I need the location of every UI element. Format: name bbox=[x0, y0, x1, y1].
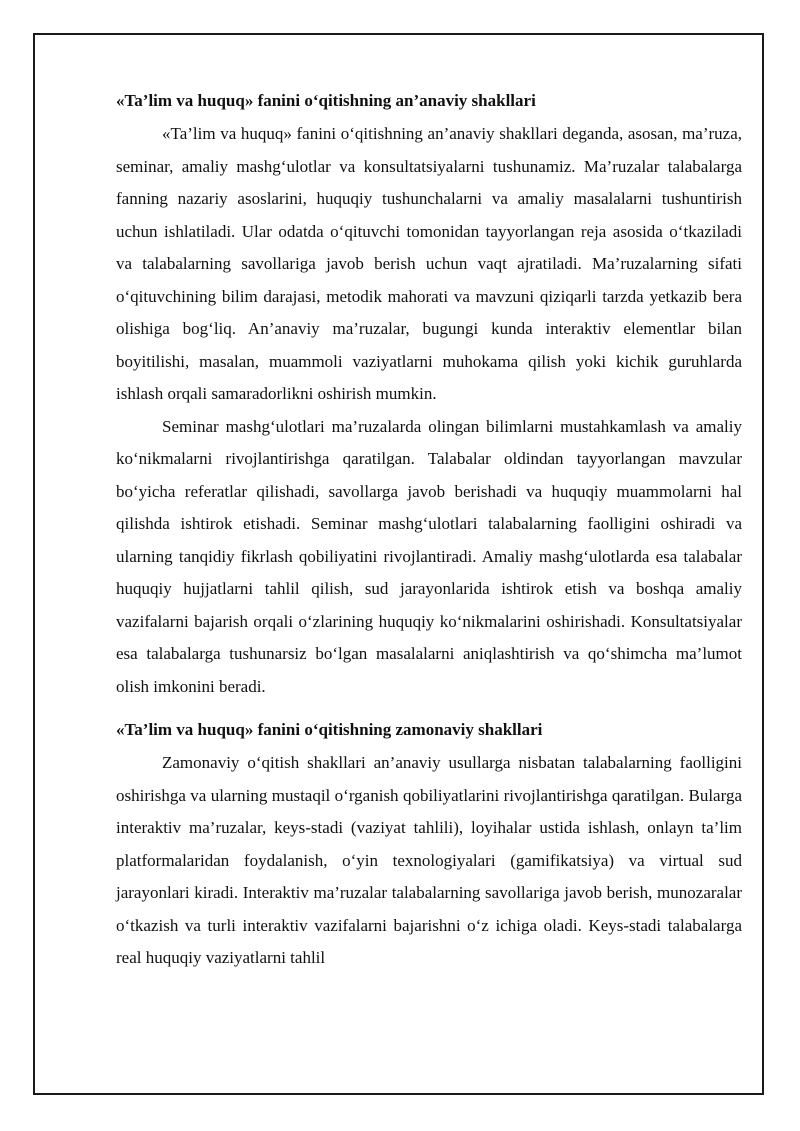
paragraph-modern-forms: Zamonaviy o‘qitish shakllari an’anaviy usullarga nisbatan talabalarning faolligini oshirishga va ularning mustaqil o‘rganish qobiliyatlarini rivojlantirishga qaratilgan. Bularga interaktiv ma’ruzalar, keys-stadi (vaziyat tahlili), loyihalar ustida ishlash, onlayn ta’lim platformalaridan foydalanish, o‘yin texnologiyalari (gamifikatsiya) va virtual sud jarayonlari kiradi. Interaktiv ma’ruzalar talabalarning savollariga javob berish, munozaralar o‘tkazish va turli interaktiv vazifalarni bajarishni o‘z ichiga oladi. Keys-stadi talabalarga real huquqiy vaziyatlarni tahlil bbox=[116, 753, 742, 967]
document-body bbox=[116, 88, 742, 975]
section-heading-traditional: «Ta’lim va huquq» fanini o‘qitishning an’anaviy shakllari bbox=[116, 91, 536, 110]
paragraph-lectures: «Ta’lim va huquq» fanini o‘qitishning an’anaviy shakllari deganda, asosan, ma’ruza, seminar, amaliy mashg‘ulotlar va konsultatsiyalarni tushunamiz. Ma’ruzalar talabalarga fanning nazariy asoslarini, huquqiy tushunchalarni va amaliy masalalarni tushuntirish uchun ishlatiladi. Ular odatda o‘qituvchi tomonidan tayyorlangan reja asosida o‘tkaziladi va talabalarning savollariga javob berish uchun vaqt ajratiladi. Ma’ruzalarning sifati o‘qituvchining bilim darajasi, metodik mahorati va mavzuni qiziqarli tarzda yetkazib bera olishiga bog‘liq. An’anaviy ma’ruzalar, bugungi kunda interaktiv elementlar bilan boyitilishi, masalan, muammoli vaziyatlarni muhokama qilish yoki kichik guruhlarda ishlash orqali samaradorlikni oshirish mumkin. bbox=[116, 124, 742, 403]
paragraph-seminars: Seminar mashg‘ulotlari ma’ruzalarda olingan bilimlarni mustahkamlash va amaliy ko‘nikmalarni rivojlantirishga qaratilgan. Talabalar oldindan tayyorlangan mavzular bo‘yicha referatlar qilishadi, savollarga javob berishadi va huquqiy muammolarni hal qilishda ishtirok etishadi. Seminar mashg‘ulotlari talabalarning faolligini oshiradi va ularning tanqidiy fikrlash qobiliyatini rivojlantiradi. Amaliy mashg‘ulotlarda esa talabalar huquqiy hujjatlarni tahlil qilish, sud jarayonlarida ishtirok etish va boshqa amaliy vazifalarni bajarish orqali o‘zlarining huquqiy ko‘nikmalarini oshirishadi. Konsultatsiyalar esa talabalarga tushunarsiz bo‘lgan masalalarni aniqlashtirish va qo‘shimcha ma’lumot olish imkonini beradi. bbox=[116, 416, 742, 696]
section-heading-modern: «Ta’lim va huquq» fanini o‘qitishning zamonaviy shakllari bbox=[116, 720, 543, 739]
